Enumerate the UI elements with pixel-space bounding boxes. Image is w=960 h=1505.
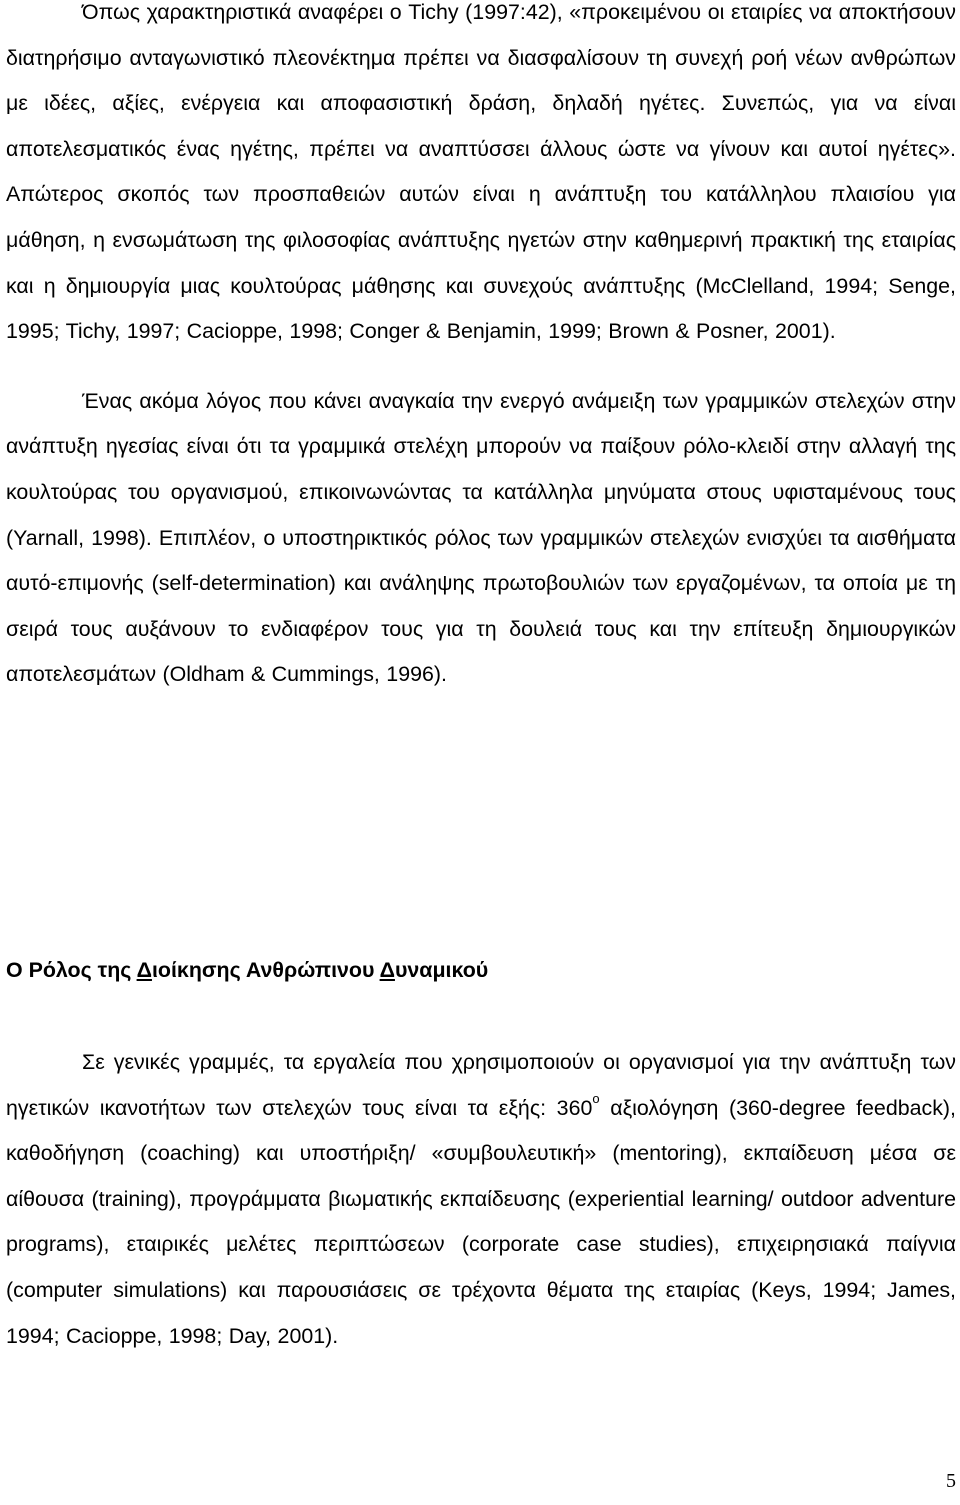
paragraph-3-text-after: αξιολόγηση (360-degree feedback), καθοδήγηση (coaching) και υποστήριξη/ «συμβουλευτική» (mentoring), εκπαίδευση μέσα σε αίθουσα (training), προγράμματα βιωματικής εκπαίδευσης (experiential learning/ outdoor adventure programs), εταιρικές μελέτες περιπτώσεων (corporate case studies), επιχειρησιακά παίγνια (computer simulations) και παρουσιάσεις σε τρέχοντα θέματα της εταιρίας (Keys, 1994; James, 1994; Cacioppe, 1998; Day, 2001). (6, 1095, 956, 1348)
heading-part-4: Δ (379, 958, 395, 982)
paragraph-tools (6, 1040, 956, 1359)
paragraph-2-text: Ένας ακόμα λόγος που κάνει αναγκαία την ενεργό ανάμειξη των γραμμικών στελεχών στην ανάπτυξη ηγεσίας είναι ότι τα γραμμικά στελέχη μπορούν να παίξουν ρόλο-κλειδί στην αλλαγή της κουλτούρας του οργανισμού, επικοινωνώντας τα κατάλληλα μηνύματα στους υφισταμένους τους (Yarnall, 1998). Επιπλέον, ο υποστηρικτικός ρόλος των γραμμικών στελεχών ενισχύει τα αισθήματα αυτό-επιμονής (self-determination) και ανάληψης πρωτοβουλιών των εργαζομένων, τα οποία με τη σειρά τους αυξάνουν το ενδιαφέρον τους για τη δουλειά τους και την επίτευξη δημιουργικών αποτελεσμάτων (Oldham & Cummings, 1996). (6, 388, 956, 687)
heading-part-1: Ο Ρόλος της (6, 958, 137, 982)
paragraph-3-text-before: Σε γενικές γραμμές, τα εργαλεία που χρησιμοποιούν οι οργανισμοί για την ανάπτυξη των ηγετικών ικανοτήτων των στελεχών τους είναι τα εξής: 360 (6, 1050, 956, 1120)
degree-superscript: ο (592, 1090, 600, 1106)
page-number: 5 (946, 1470, 956, 1492)
heading-part-3: ιοίκησης Ανθρώπινου (151, 958, 380, 982)
paragraph-line-managers (6, 379, 956, 698)
paragraph-1-text: Όπως χαρακτηριστικά αναφέρει ο Tichy (1997:42), «προκειμένου οι εταιρίες να αποκτήσουν διατηρήσιμο ανταγωνιστικό πλεονέκτημα πρέπει να διασφαλίσουν τη συνεχή ροή νέων ανθρώπων με ιδέες, αξίες, ενέργεια και αποφασιστική δράση, δηλαδή ηγέτες. Συνεπώς, για να είναι αποτελεσματικός ένας ηγέτης, πρέπει να αναπτύσσει άλλους ώστε να γίνουν και αυτοί ηγέτες». Απώτερος σκοπός των προσπαθειών αυτών είναι η ανάπτυξη του κατάλληλου πλαισίου για μάθηση, η ενσωμάτωση της φιλοσοφίας ανάπτυξης ηγετών στην καθημερινή πρακτική της εταιρίας και η δημιουργία μιας κουλτούρας μάθησης και συνεχούς ανάπτυξης (McClelland, 1994; Senge, 1995; Tichy, 1997; Cacioppe, 1998; Conger & Benjamin, 1999; Brown & Posner, 2001). (6, 0, 956, 344)
section-heading (6, 946, 488, 994)
heading-part-2: Δ (136, 958, 152, 982)
heading-part-5: υναμικού (394, 958, 489, 982)
document-page (6, 0, 956, 1348)
paragraph-tichy-quote (6, 0, 956, 355)
